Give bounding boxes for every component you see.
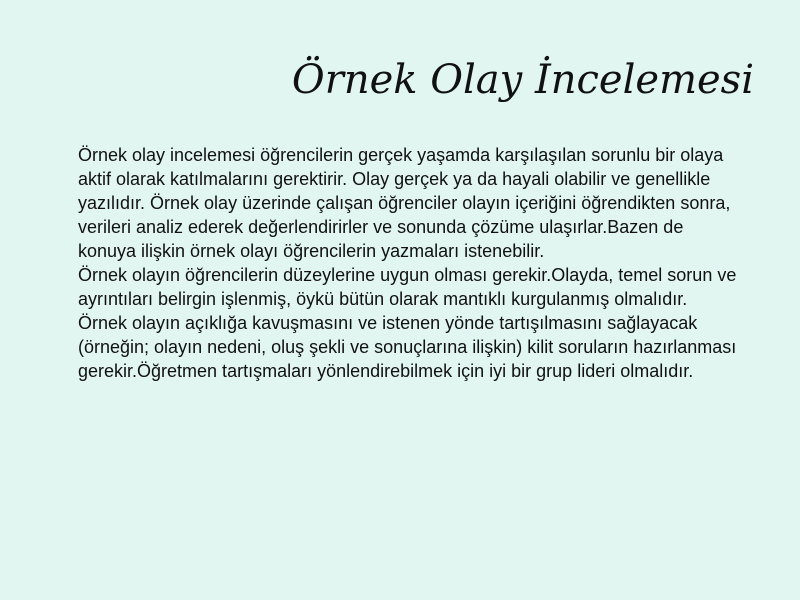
paragraph-line: (örneğin; olayın nedeni, oluş şekli ve sonuçlarına ilişkin) kilit soruların hazırlanması bbox=[78, 337, 737, 357]
paragraph-line: Örnek olay incelemesi öğrencilerin gerçek yaşamda karşılaşılan sorunlu bir olaya bbox=[78, 145, 724, 165]
paragraph-discussion bbox=[78, 311, 758, 383]
paragraph-intro bbox=[78, 143, 758, 263]
paragraph-line: yazılıdır. Örnek olay üzerinde çalışan öğrenciler olayın içeriğini öğrendikten sonra, bbox=[78, 193, 731, 213]
paragraph-line: aktif olarak katılmalarını gerektirir. Olay gerçek ya da hayali olabilir ve genellikle bbox=[78, 169, 711, 189]
slide-body bbox=[78, 143, 758, 383]
paragraph-line: Örnek olayın açıklığa kavuşmasını ve istenen yönde tartışılmasını sağlayacak bbox=[78, 313, 698, 333]
paragraph-line: Örnek olayın öğrencilerin düzeylerine uygun olması gerekir.Olayda, temel sorun ve bbox=[78, 265, 737, 285]
paragraph-line: ayrıntıları belirgin işlenmiş, öykü bütün olarak mantıklı kurgulanmış olmalıdır. bbox=[78, 289, 688, 309]
paragraph-line: konuya ilişkin örnek olayı öğrencilerin yazmaları istenebilir. bbox=[78, 241, 545, 261]
slide-title: Örnek Olay İncelemesi bbox=[291, 57, 754, 103]
paragraph-line: gerekir.Öğretmen tartışmaları yönlendirebilmek için iyi bir grup lideri olmalıdır. bbox=[78, 361, 694, 381]
paragraph-suitability bbox=[78, 263, 758, 311]
paragraph-line: verileri analiz ederek değerlendirirler ve sonunda çözüme ulaşırlar.Bazen de bbox=[78, 217, 684, 237]
